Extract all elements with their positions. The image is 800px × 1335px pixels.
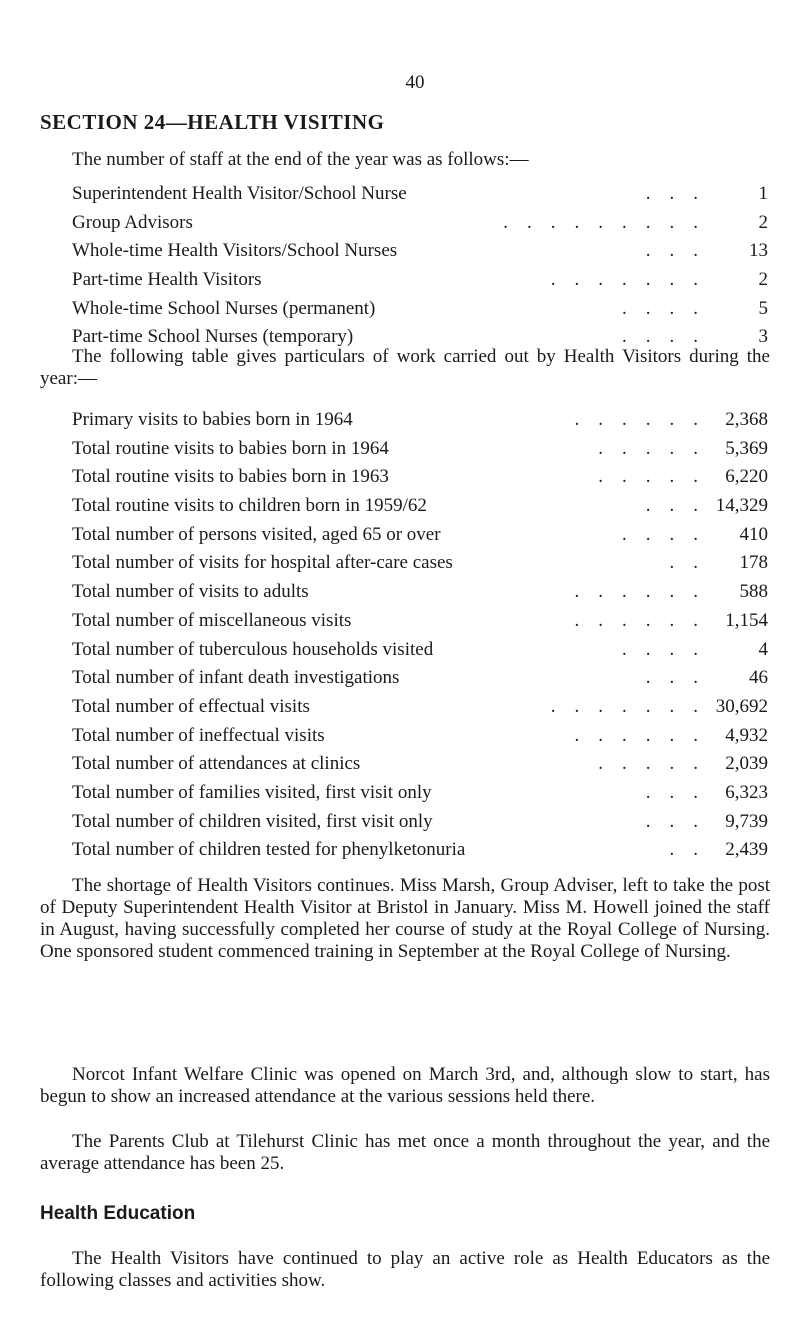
leader-dots: . . . [645, 183, 698, 204]
row-label: Primary visits to babies born in 1964 [72, 409, 353, 430]
leader-dots: . . [669, 552, 698, 574]
row-value: 410 [739, 523, 768, 545]
work-row [72, 836, 768, 865]
row-label: Part-time School Nurses (temporary) [72, 326, 354, 348]
row-value: 30,692 [715, 695, 768, 717]
row-label: Total number of children visited, first visit only [72, 810, 433, 832]
row-value: 9,739 [725, 810, 768, 832]
row-value: 588 [739, 581, 768, 603]
row-label: Total routine visits to children born in 1959/62 [72, 495, 427, 517]
row-value: 46 [749, 667, 768, 689]
work-row [72, 722, 768, 751]
row-label: Total number of ineffectual visits [72, 724, 325, 746]
row-label: Total number of attendances at clinics [72, 753, 361, 775]
row-label: Total number of visits to adults [72, 581, 309, 603]
health-education-heading: Health Education [40, 1203, 196, 1224]
row-value: 3 [758, 326, 768, 348]
row-label: Total number of persons visited, aged 65 or over [72, 523, 441, 545]
row-label: Total number of families visited, first visit only [72, 781, 432, 803]
work-row [72, 578, 768, 607]
row-value: 1,154 [725, 609, 768, 631]
paragraph-staffing: The shortage of Health Visitors continues. Miss Marsh, Group Adviser, left to take the post of Deputy Superintendent Health Visitor at Bristol in January. Miss M. Howell joined the staff in August, having successfully completed her course of study at the Royal College of Nursing. One sponsored student commenced training in September at the Royal College of Nursing. [40, 875, 770, 962]
work-row [72, 779, 768, 808]
row-value: 6,220 [725, 466, 768, 488]
staff-row [72, 209, 768, 238]
leader-dots: . . [669, 839, 698, 861]
leader-dots: . . . . . . [574, 609, 698, 631]
leader-dots: . . . [645, 781, 698, 803]
page-number: 40 [405, 72, 425, 93]
row-label: Whole-time School Nurses (permanent) [72, 297, 376, 319]
row-value: 4,932 [725, 724, 768, 746]
row-value: 5,369 [725, 437, 768, 459]
leader-dots: . . . [645, 495, 698, 517]
work-row [72, 607, 768, 636]
row-label: Total number of miscellaneous visits [72, 609, 352, 631]
row-label: Total routine visits to babies born in 1964 [72, 437, 389, 459]
work-row [72, 406, 768, 435]
leader-dots: . . . [645, 810, 698, 832]
row-value: 2,039 [725, 753, 768, 775]
work-row [72, 549, 768, 578]
row-label: Superintendent Health Visitor/School Nurse [72, 183, 407, 204]
row-value: 5 [758, 297, 768, 319]
row-label: Part-time Health Visitors [72, 269, 262, 291]
row-label: Total number of visits for hospital after-care cases [72, 552, 453, 574]
leader-dots: . . . . . [598, 753, 698, 775]
row-value: 6,323 [725, 781, 768, 803]
work-row [72, 808, 768, 837]
work-row [72, 435, 768, 464]
work-row [72, 693, 768, 722]
row-value: 4 [758, 638, 768, 660]
leader-dots: . . . . [622, 326, 698, 348]
work-intro: The following table gives particulars of work carried out by Health Visitors during the year:— [40, 346, 770, 389]
work-row [72, 750, 768, 779]
row-value: 2 [758, 211, 768, 233]
leader-dots: . . . . . . [574, 724, 698, 746]
work-row [72, 636, 768, 665]
work-row [72, 463, 768, 492]
row-value: 14,329 [715, 495, 768, 517]
row-value: 13 [749, 240, 768, 262]
staff-row [72, 266, 768, 295]
row-value: 2,439 [725, 839, 768, 861]
staff-row [72, 295, 768, 324]
paragraph-norcot-clinic: Norcot Infant Welfare Clinic was opened on March 3rd, and, although slow to start, has begun to show an increased attendance at the various sessions held there. [40, 1064, 770, 1107]
leader-dots: . . . . . [598, 437, 698, 459]
leader-dots: . . . . [622, 297, 698, 319]
row-value: 2 [758, 269, 768, 291]
work-row [72, 492, 768, 521]
staff-row [72, 237, 768, 266]
work-list [72, 406, 768, 865]
staff-row [72, 180, 768, 209]
leader-dots: . . . [645, 240, 698, 262]
leader-dots: . . . . [622, 523, 698, 545]
section-title: SECTION 24—HEALTH VISITING [40, 110, 385, 134]
staff-intro: The number of staff at the end of the year was as follows:— [72, 149, 529, 170]
leader-dots: . . . . . . [574, 409, 698, 430]
staff-list [72, 180, 768, 352]
row-value: 1 [758, 183, 768, 204]
leader-dots: . . . . . . . [550, 269, 698, 291]
paragraph-parents-club: The Parents Club at Tilehurst Clinic has met once a month throughout the year, and the average attendance has been 25. [40, 1131, 770, 1174]
leader-dots: . . . . . . . [550, 695, 698, 717]
row-label: Total number of infant death investigations [72, 667, 400, 689]
row-label: Total number of effectual visits [72, 695, 310, 717]
row-label: Group Advisors [72, 211, 193, 233]
row-value: 2,368 [725, 409, 768, 430]
row-value: 178 [739, 552, 768, 574]
work-row [72, 521, 768, 550]
leader-dots: . . . . [622, 638, 698, 660]
leader-dots: . . . . . . [574, 581, 698, 603]
row-label: Total number of children tested for phenylketonuria [72, 839, 466, 861]
row-label: Whole-time Health Visitors/School Nurses [72, 240, 398, 262]
health-education-text: The Health Visitors have continued to play an active role as Health Educators as the following classes and activities show. [40, 1248, 770, 1291]
work-row [72, 664, 768, 693]
row-label: Total number of tuberculous households visited [72, 638, 434, 660]
leader-dots: . . . . . . . . . [503, 211, 698, 233]
leader-dots: . . . . . [598, 466, 698, 488]
leader-dots: . . . [645, 667, 698, 689]
row-label: Total routine visits to babies born in 1963 [72, 466, 389, 488]
